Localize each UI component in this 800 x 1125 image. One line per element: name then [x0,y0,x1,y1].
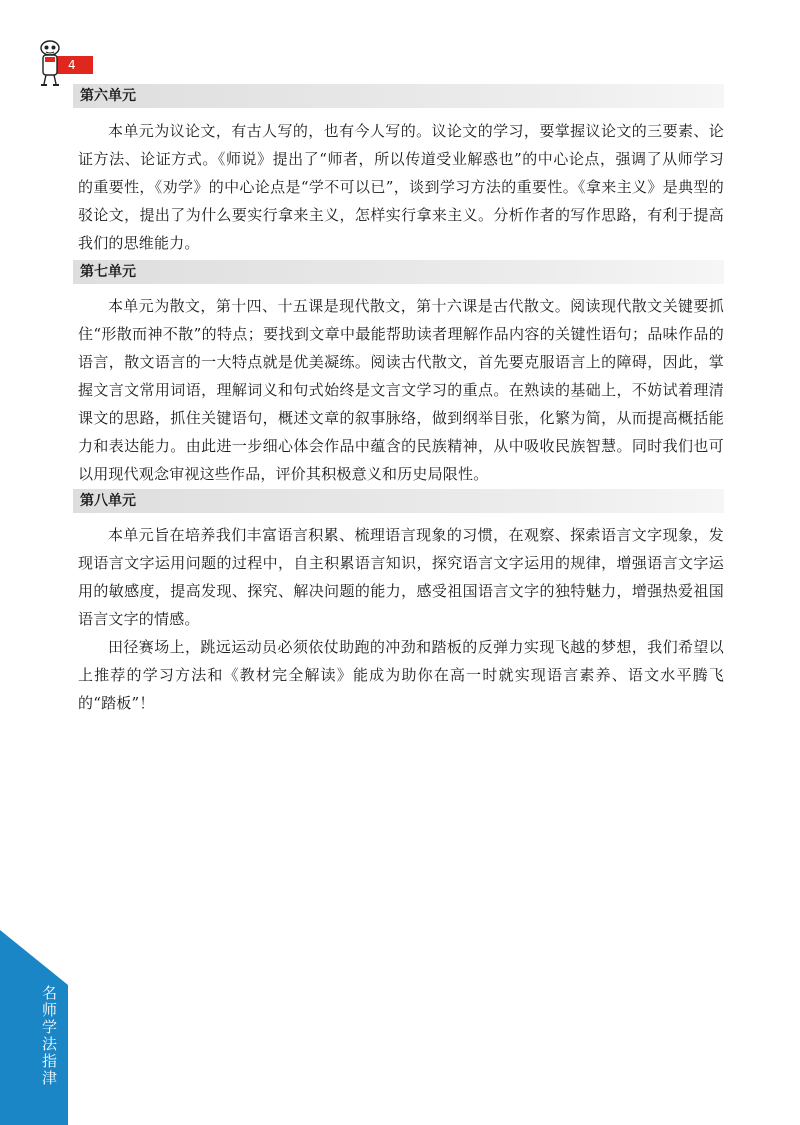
unit-6-paragraph: 本单元为议论文，有古人写的，也有今人写的。议论文的学习，要掌握议论文的三要素、论证方法、论证方式。《师说》提出了“师者，所以传道受业解惑也”的中心论点，强调了从师学习的重要性，《劝学》的中心论点是“学不可以已”，谈到学习方法的重要性。《拿来主义》是典型的驳论文，提出了为什么要实行拿来主义，怎样实行拿来主义。分析作者的写作思路，有利于提高我们的思维能力。 [78,122,724,252]
section-title: 第八单元 [80,493,136,509]
unit-8-paragraph: 本单元旨在培养我们丰富语言积累、梳理语言现象的习惯，在观察、探索语言文字现象，发现语言文字运用问题的过程中，自主积累语言知识，探究语言文字运用的规律，增强语言文字运用的敏感度，提高发现、探究、解决问题的能力，感受祖国语言文字的独特魅力，增强热爱祖国语言文字的情感。 [78,526,724,628]
unit-7-paragraph: 本单元为散文，第十四、十五课是现代散文，第十六课是古代散文。阅读现代散文关键要抓住“形散而神不散”的特点；要找到文章中最能帮助读者理解作品内容的关键性语句；品味作品的语言，散文语言的一大特点就是优美凝练。阅读古代散文，首先要克服语言上的障碍，因此，掌握文言文常用词语，理解词义和句式始终是文言文学习的重点。在熟读的基础上，不妨试着理清课文的思路，抓住关键语句，概述文章的叙事脉络，做到纲举目张，化繁为简，从而提高概括能力和表达能力。由此进一步细心体会作品中蕴含的民族精神，从中吸收民族智慧。同时我们也可以用现代观念审视这些作品，评价其积极意义和历史局限性。 [78,297,724,483]
side-tab-label: 名师学法指津 [40,985,58,1087]
section-header-unit-8 [73,489,724,513]
section-header-unit-6 [73,84,724,108]
section-title: 第六单元 [80,88,136,104]
page-number: 4 [68,58,76,72]
section-header-unit-7 [73,260,724,284]
section-title: 第七单元 [80,264,136,280]
mascot-icon [34,38,66,88]
closing-paragraph: 田径赛场上，跳远运动员必须依仗助跑的冲劲和踏板的反弹力实现飞越的梦想，我们希望以上推荐的学习方法和《教材完全解读》能成为助你在高一时就实现语言素养、语文水平腾飞的“踏板”！ [78,638,724,712]
